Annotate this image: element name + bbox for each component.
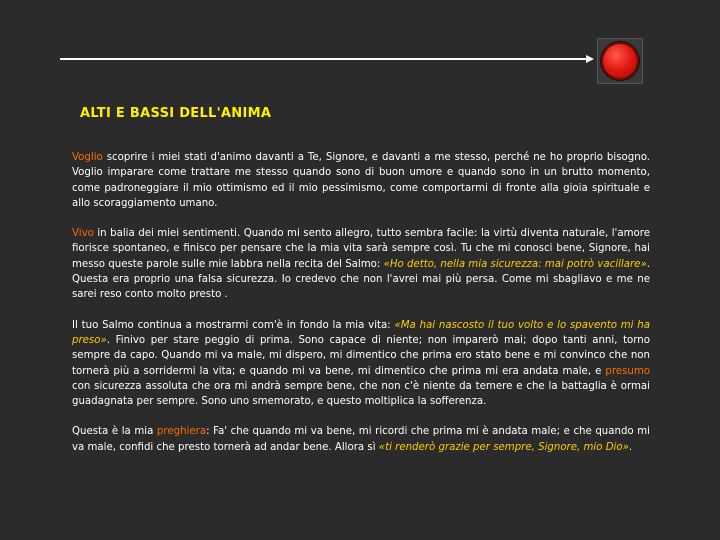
paragraph-2: [72, 226, 650, 302]
text-run: scoprire i miei stati d'animo davanti a Te, Signore, e davanti a me stesso, perché ne ho proprio bisogno. Voglio imparare come trattare me stesso quando sono di buon umore e quando sono in un brutto momento, come padroneggiare il mio ottimismo ed il mio pessimismo, come comportarmi di fronte alla gioia spirituale e allo scoraggiamento umano.: [72, 152, 650, 209]
text-run: Il tuo Salmo continua a mostrarmi com'è in fondo la mia vita:: [72, 319, 395, 331]
red-button-icon: [601, 42, 639, 80]
highlighted-word: preghiera: [156, 426, 207, 438]
text-run: .: [628, 441, 633, 453]
paragraph-1: [72, 150, 650, 211]
paragraph-3: [72, 318, 650, 410]
text-run: Questa è la mia: [72, 426, 157, 438]
text-run: . Questa era proprio una falsa sicurezza. Io credevo che non l'avrei mai più persa. Come mi sbagliavo e me ne sarei reso conto molto presto .: [72, 258, 650, 301]
text-run: . Finivo per stare peggio di prima. Sono capace di niente; non imparerò mai; dopo tanti anni, torno sempre da capo. Quando mi va male, mi dispero, mi dimentico che prima ero stato bene e mi convinco che non tornerà più a sorridermi la vita; e quando mi va bene, mi dimentico che prima mi era andata male, e: [72, 334, 650, 377]
paragraph-4: [72, 424, 650, 455]
psalm-quote: «Ho detto, nella mia sicurezza: mai potrò vacillare»: [383, 258, 647, 270]
text-run: in balia dei miei sentimenti. Quando mi sento allegro, tutto sembra facile: la virtù diventa naturale, l'amore fiorisce spontaneo, e finisco per pensare che la mia vita sarà sempre così. Tu che mi conosci bene, Signore, hai messo queste parole sulle mie labbra nella recita del Salmo:: [72, 228, 650, 270]
psalm-quote: «ti renderò grazie per sempre, Signore, mio Dio»: [378, 441, 629, 453]
red-action-button[interactable]: [597, 38, 643, 84]
psalm-quote: «Ma hai nascosto il tuo volto e lo spavento mi ha preso»: [72, 319, 650, 346]
text-run: con sicurezza assoluta che ora mi andrà sempre bene, che non c'è niente da temere e che la battaglia è ormai guadagnata per sempre. Sono uno smemorato, e questo moltiplica la sofferenza.: [72, 380, 650, 408]
highlighted-word: Voglio: [72, 152, 103, 163]
header-arrow-line: [60, 58, 590, 60]
text-body: [72, 150, 650, 470]
page-title: ALTI E BASSI DELL'ANIMA: [80, 106, 272, 121]
right-arrow-icon: [586, 55, 594, 63]
highlighted-word: Vivo: [72, 228, 94, 240]
text-run: : Fa' che quando mi va bene, mi ricordi che prima mi è andata male; e che quando mi va male, confidi che presto tornerà ad andar bene. Allora sì: [72, 426, 650, 453]
highlighted-word: presumo: [605, 365, 650, 377]
